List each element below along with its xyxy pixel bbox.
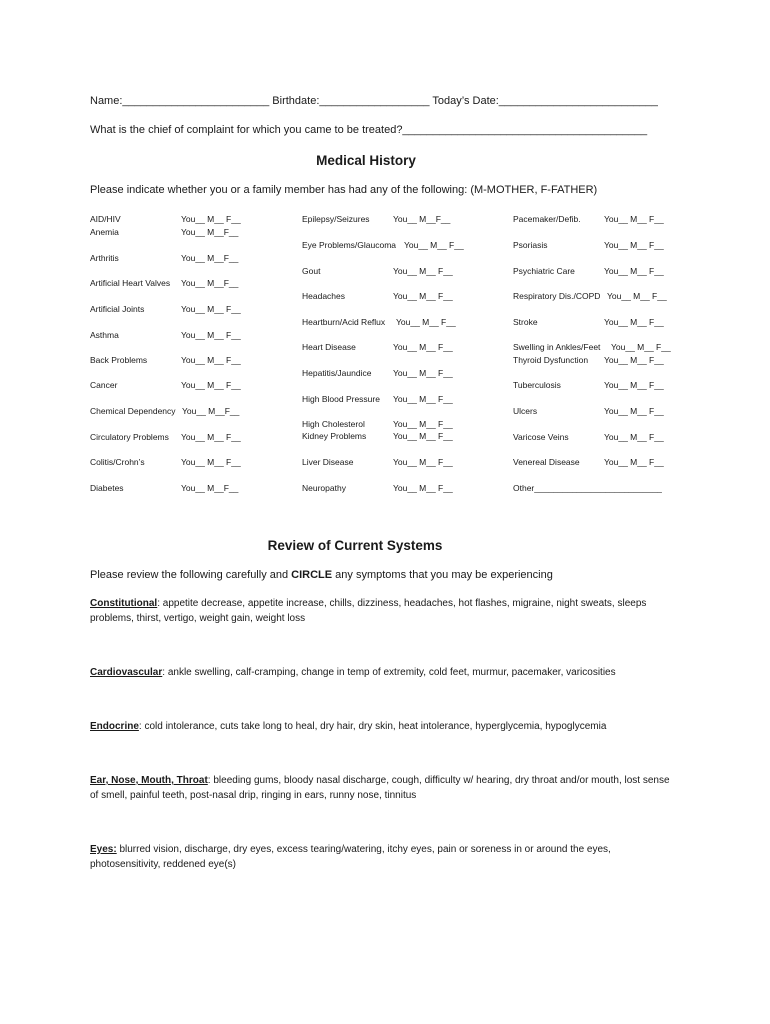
- condition-label: Epilepsy/Seizures: [302, 214, 370, 224]
- you-m-f-options[interactable]: You__ M__ F__: [404, 240, 464, 250]
- history-item: [90, 457, 241, 467]
- condition-label: Hepatitis/Jaundice: [302, 368, 372, 378]
- history-item: [90, 214, 241, 224]
- condition-label: Pacemaker/Defib.: [513, 214, 581, 224]
- history-item: [90, 432, 241, 442]
- section-symptoms[interactable]: blurred vision, discharge, dry eyes, excess tearing/watering, itchy eyes, pain or soreness in or around the eyes, photosensitivity, reddened eye(s): [90, 844, 611, 870]
- condition-label: Thyroid Dysfunction: [513, 355, 589, 365]
- condition-label: AID/HIV: [90, 214, 121, 224]
- history-item: [513, 355, 664, 365]
- you-m-f-options[interactable]: You__ M__ F__: [396, 317, 456, 327]
- you-m-f-options[interactable]: You__ M__ F__: [604, 317, 664, 327]
- history-item: [513, 432, 664, 442]
- history-item: [90, 355, 241, 365]
- you-m-f-options[interactable]: You__ M__ F__: [181, 432, 241, 442]
- history-item: [513, 406, 664, 416]
- condition-label: Tuberculosis: [513, 380, 561, 390]
- condition-label: Diabetes: [90, 483, 124, 493]
- review-title: Review of Current Systems: [267, 538, 443, 553]
- history-item: [90, 330, 241, 340]
- review-section-endocrine: [90, 719, 650, 734]
- history-item: [302, 483, 453, 493]
- condition-label: Neuropathy: [302, 483, 346, 493]
- you-m-f-options[interactable]: You__ M__F__: [393, 214, 451, 224]
- history-item: [513, 317, 664, 327]
- section-name: Constitutional: [90, 598, 158, 609]
- name-field[interactable]: Name:________________________: [90, 95, 270, 107]
- condition-label: Respiratory Dis./COPD: [513, 291, 601, 301]
- history-item: [302, 266, 453, 276]
- you-m-f-options[interactable]: You__ M__ F__: [604, 432, 664, 442]
- condition-label: Artificial Joints: [90, 304, 145, 314]
- condition-label: Cancer: [90, 380, 118, 390]
- history-item: [90, 406, 240, 416]
- history-item: [302, 291, 453, 301]
- history-item: [302, 240, 464, 250]
- instruction-text: Please review the following carefully and: [90, 569, 292, 581]
- condition-label: Psoriasis: [513, 240, 548, 250]
- complaint-field[interactable]: What is the chief of complaint for which you came to be treated?________________________________________: [90, 124, 648, 136]
- you-m-f-options[interactable]: You__ M__F__: [181, 253, 239, 263]
- instruction-text: any symptoms that you may be experiencing: [332, 569, 553, 581]
- you-m-f-options[interactable]: You__ M__ F__: [393, 431, 453, 441]
- history-item: [90, 253, 239, 263]
- you-m-f-options[interactable]: You__ M__F__: [181, 483, 239, 493]
- history-item: [302, 457, 453, 467]
- you-m-f-options[interactable]: You__ M__F__: [182, 406, 240, 416]
- review-section-eyes: [90, 842, 650, 872]
- condition-label: Ulcers: [513, 406, 538, 416]
- history-item: [513, 214, 664, 224]
- you-m-f-options[interactable]: You__ M__ F__: [181, 355, 241, 365]
- condition-label: Back Problems: [90, 355, 148, 365]
- you-m-f-options[interactable]: You__ M__ F__: [393, 342, 453, 352]
- condition-label: Arthritis: [90, 253, 119, 263]
- history-item-other: [513, 483, 662, 493]
- you-m-f-options[interactable]: You__ M__ F__: [393, 394, 453, 404]
- you-m-f-options[interactable]: You__ M__ F__: [393, 291, 453, 301]
- todays-date-field[interactable]: Today’s Date:__________________________: [432, 95, 658, 107]
- condition-label: Varicose Veins: [513, 432, 569, 442]
- review-instruction: [90, 569, 553, 581]
- you-m-f-options[interactable]: You__ M__F__: [181, 278, 239, 288]
- condition-label: Artificial Heart Valves: [90, 278, 171, 288]
- birthdate-field[interactable]: Birthdate:__________________: [272, 95, 430, 107]
- history-item: [513, 380, 664, 390]
- history-item: [302, 394, 453, 404]
- review-section-ent: [90, 773, 670, 803]
- you-m-f-options[interactable]: You__ M__ F__: [181, 380, 241, 390]
- section-symptoms[interactable]: : ankle swelling, calf-cramping, change in temp of extremity, cold feet, murmur, pacemaker, varicosities: [162, 667, 616, 678]
- condition-label: Gout: [302, 266, 321, 276]
- section-symptoms[interactable]: : appetite decrease, appetite increase, chills, dizziness, headaches, hot flashes, migraine, night sweats, sleeps problems, thirst, vertigo, weight gain, weight loss: [90, 598, 647, 624]
- you-m-f-options[interactable]: You__ M__ F__: [181, 457, 241, 467]
- condition-label: Liver Disease: [302, 457, 354, 467]
- you-m-f-options[interactable]: You__ M__ F__: [604, 240, 664, 250]
- medical-history-title: Medical History: [316, 153, 416, 168]
- section-name: Cardiovascular: [90, 667, 163, 678]
- condition-label: High Cholesterol: [302, 419, 365, 429]
- condition-label: Swelling in Ankles/Feet: [513, 342, 601, 352]
- condition-label: Stroke: [513, 317, 538, 327]
- history-item: [302, 317, 456, 327]
- condition-label: Other: [513, 483, 535, 493]
- condition-label: Asthma: [90, 330, 119, 340]
- history-item: [90, 304, 241, 314]
- history-item: [513, 457, 664, 467]
- history-item: [513, 266, 664, 276]
- history-item: [90, 380, 241, 390]
- history-item: [90, 227, 239, 237]
- you-m-f-options[interactable]: You__ M__ F__: [393, 266, 453, 276]
- you-m-f-options[interactable]: You__ M__ F__: [611, 342, 671, 352]
- history-item: [513, 342, 671, 352]
- you-m-f-options[interactable]: You__ M__ F__: [604, 380, 664, 390]
- you-m-f-options[interactable]: You__ M__ F__: [393, 483, 453, 493]
- condition-label: Eye Problems/Glaucoma: [302, 240, 397, 250]
- condition-label: High Blood Pressure: [302, 394, 380, 404]
- you-m-f-options[interactable]: You__ M__ F__: [393, 368, 453, 378]
- section-name: Eyes:: [90, 844, 117, 855]
- history-item: [302, 431, 453, 441]
- condition-label: Circulatory Problems: [90, 432, 169, 442]
- header-fields: [90, 95, 658, 107]
- section-name: Ear, Nose, Mouth, Throat: [90, 775, 208, 786]
- section-name: Endocrine: [90, 721, 139, 732]
- you-m-f-options[interactable]: You__ M__ F__: [393, 419, 453, 429]
- other-field[interactable]: ___________________________: [534, 483, 662, 493]
- you-m-f-options[interactable]: You__ M__F__: [181, 227, 239, 237]
- condition-label: Anemia: [90, 227, 119, 237]
- medical-history-instruction: Please indicate whether you or a family member has had any of the following: (M-MOTHER, F-FATHER): [90, 184, 598, 196]
- section-symptoms[interactable]: : bleeding gums, bloody nasal discharge, cough, difficulty w/ hearing, dry throat and/or mouth, lost sense of smell, painful teeth, post-nasal drip, ringing in ears, runny nose, tinnitus: [90, 775, 670, 801]
- review-section-constitutional: [90, 596, 650, 626]
- you-m-f-options[interactable]: You__ M__ F__: [393, 457, 453, 467]
- you-m-f-options[interactable]: You__ M__ F__: [181, 214, 241, 224]
- condition-label: Psychiatric Care: [513, 266, 575, 276]
- you-m-f-options[interactable]: You__ M__ F__: [604, 355, 664, 365]
- history-item: [302, 419, 453, 429]
- history-item: [513, 291, 667, 301]
- review-section-cardiovascular: [90, 665, 650, 680]
- section-symptoms[interactable]: : cold intolerance, cuts take long to heal, dry hair, dry skin, heat intolerance, hyperglycemia, hypoglycemia: [138, 721, 607, 732]
- you-m-f-options[interactable]: You__ M__ F__: [181, 330, 241, 340]
- condition-label: Heartburn/Acid Reflux: [302, 317, 386, 327]
- history-item: [302, 342, 453, 352]
- condition-label: Heart Disease: [302, 342, 356, 352]
- history-item: [302, 368, 453, 378]
- condition-label: Chemical Dependency: [90, 406, 176, 416]
- instruction-emphasis: CIRCLE: [291, 569, 333, 581]
- history-item: [513, 240, 664, 250]
- you-m-f-options[interactable]: You__ M__ F__: [181, 304, 241, 314]
- you-m-f-options[interactable]: You__ M__ F__: [604, 457, 664, 467]
- history-item: [302, 214, 451, 224]
- history-item: [90, 483, 239, 493]
- you-m-f-options[interactable]: You__ M__ F__: [604, 266, 664, 276]
- you-m-f-options[interactable]: You__ M__ F__: [604, 214, 664, 224]
- you-m-f-options[interactable]: You__ M__ F__: [604, 406, 664, 416]
- condition-label: Kidney Problems: [302, 431, 367, 441]
- condition-label: Venereal Disease: [513, 457, 580, 467]
- condition-label: Headaches: [302, 291, 346, 301]
- condition-label: Colitis/Crohn’s: [90, 457, 145, 467]
- history-item: [90, 278, 239, 288]
- you-m-f-options[interactable]: You__ M__ F__: [607, 291, 667, 301]
